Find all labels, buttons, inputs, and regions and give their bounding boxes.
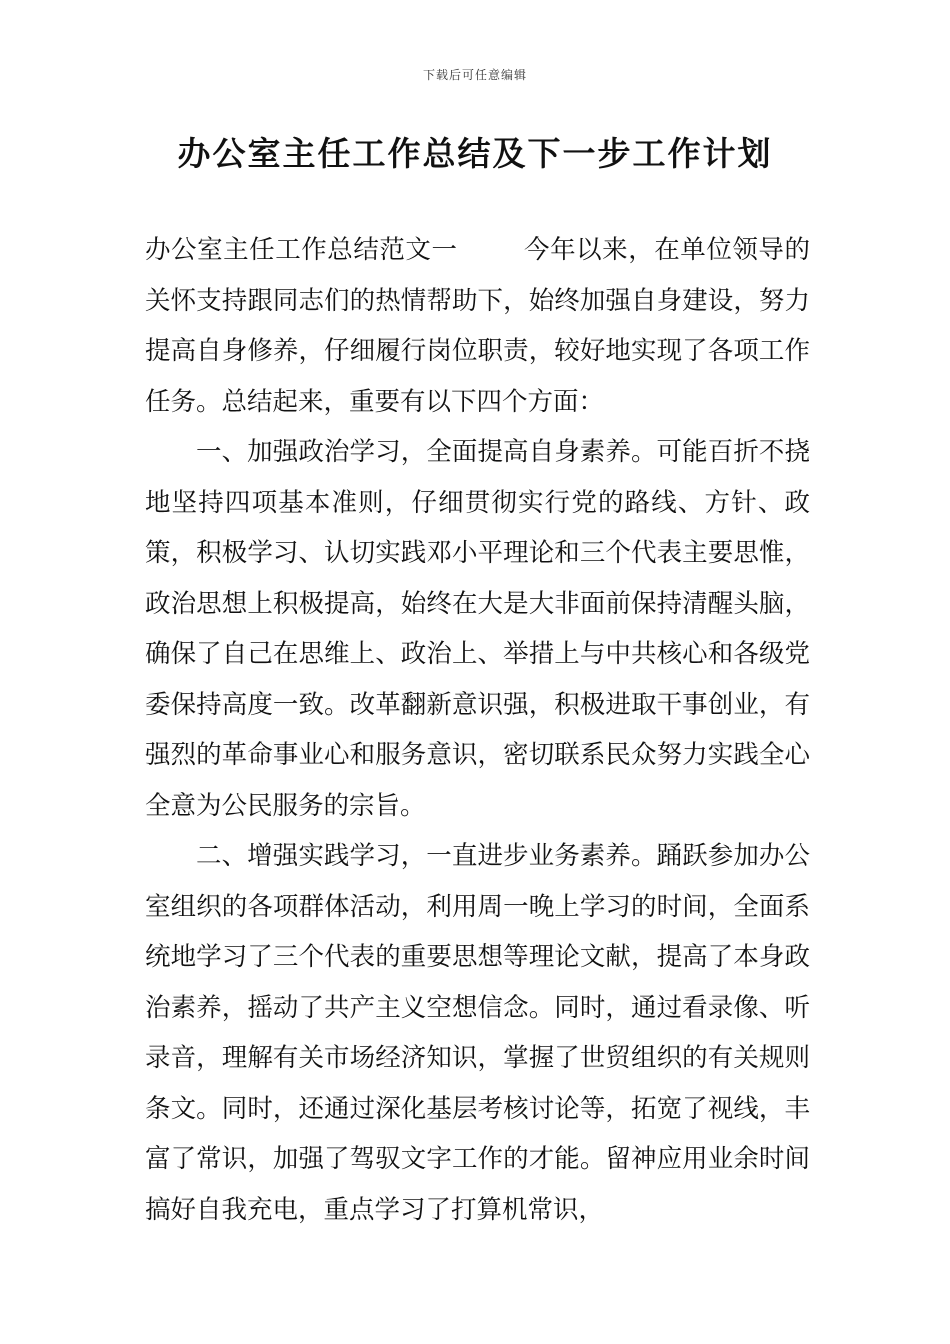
intro-label: 办公室主任工作总结范文一 [145,235,458,265]
document-title: 办公室主任工作总结及下一步工作计划 [177,134,773,173]
paragraph-1: 今年以来，在单位领导的关怀支持跟同志们的热情帮助下，始终加强自身建设，努力提高自身修养，仔细履行岗位职责，较好地实现了各项工作任务。总结起来，重要有以下四个方面： [145,235,810,417]
intro-paragraph [145,225,810,427]
document-body [145,225,810,1235]
paragraph-2: 一、加强政治学习，全面提高自身素养。可能百折不挠地坚持四项基本准则，仔细贯彻实行党的路线、方针、政策，积极学习、认切实践邓小平理论和三个代表主要思惟，政治思想上积极提高，始终在大是大非面前保持清醒头脑，确保了自己在思维上、政治上、举措上与中共核心和各级党委保持高度一致。改革翻新意识强，积极进取干事创业，有强烈的革命事业心和服务意识，密切联系民众努力实践全心全意为公民服务的宗旨。 [145,437,810,821]
header-note: 下载后可任意编辑 [422,68,527,82]
paragraph-3: 二、增强实践学习，一直进步业务素养。踊跃参加办公室组织的各项群体活动，利用周一晚上学习的时间，全面系统地学习了三个代表的重要思想等理论文献，提高了本身政治素养，摇动了共产主义空想信念。同时，通过看录像、听录音，理解有关市场经济知识，掌握了世贸组织的有关规则条文。同时，还通过深化基层考核讨论等，拓宽了视线，丰富了常识，加强了驾驭文字工作的才能。留神应用业余时间搞好自我充电，重点学习了打算机常识， [145,841,810,1225]
